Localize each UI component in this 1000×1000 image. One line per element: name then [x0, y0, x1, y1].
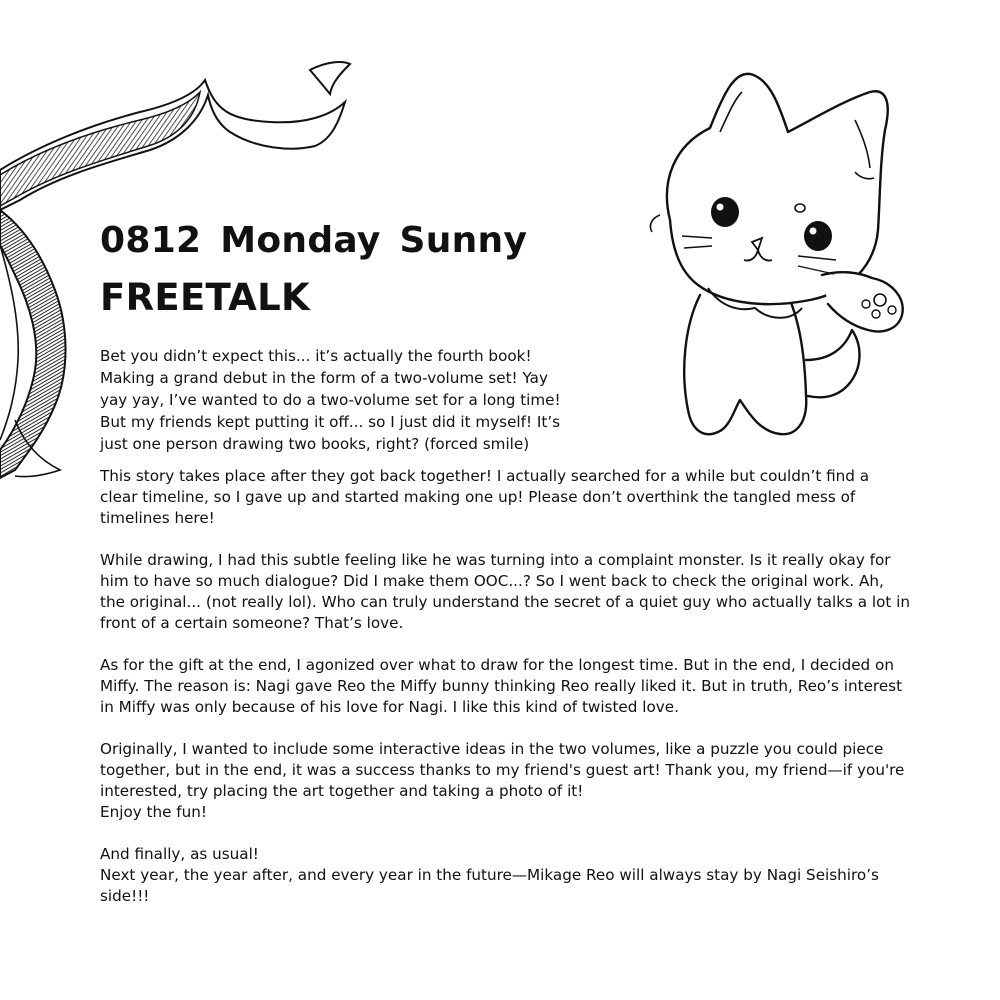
intro-line: Bet you didn’t expect this... it’s actually the fourth book!: [100, 347, 532, 365]
intro-line: just one person drawing two books, right? (forced smile): [100, 435, 530, 453]
paragraph-enjoy: Enjoy the fun!: [100, 803, 207, 821]
page-subtitle: FREETALK: [100, 276, 310, 319]
intro-paragraph: [100, 345, 600, 455]
cat-illustration: [630, 60, 940, 450]
paragraph-timeline: This story takes place after they got back together! I actually searched for a while but couldn’t find a clear timeline, so I gave up and started making one up! Please don’t overthink the tangled mess of timelines here!: [100, 467, 870, 527]
paragraph-interactive-ideas: Originally, I wanted to include some interactive ideas in the two volumes, like a puzzle you could piece together, but in the end, it was a success thanks to my friend's guest art! Thank you, my friend—if you're interested, try placing the art together and taking a photo of it!: [100, 740, 905, 800]
intro-line: yay yay, I’ve wanted to do a two-volume set for a long time!: [100, 391, 561, 409]
intro-line: Making a grand debut in the form of a two-volume set! Yay: [100, 369, 548, 387]
page-title: 0812 Monday Sunny: [100, 220, 528, 261]
paragraph-complaint-monster: While drawing, I had this subtle feeling like he was turning into a complaint monster. Is it really okay for him to have so much dialogue? Did I make them OOC...? So I went back to check the original work. Ah, the original... (not really lol). Who can truly understand the secret of a quiet guy who actually talks a lot in front of a certain someone? That’s love.: [100, 551, 911, 632]
intro-line: But my friends kept putting it off... so I just did it myself! It’s: [100, 413, 561, 431]
paragraph-miffy-gift: As for the gift at the end, I agonized over what to draw for the longest time. But in the end, I decided on Miffy. The reason is: Nagi gave Reo the Miffy bunny thinking Reo really liked it. But in truth, Reo’s interest in Miffy was only because of his love for Nagi. I like this kind of twisted love.: [100, 656, 903, 716]
paragraph-closing: Next year, the year after, and every year in the future—Mikage Reo will always stay by Nagi Seishiro’s side!!!: [100, 866, 879, 905]
paragraph-finally: And finally, as usual!: [100, 845, 259, 863]
body-text: [100, 466, 910, 907]
